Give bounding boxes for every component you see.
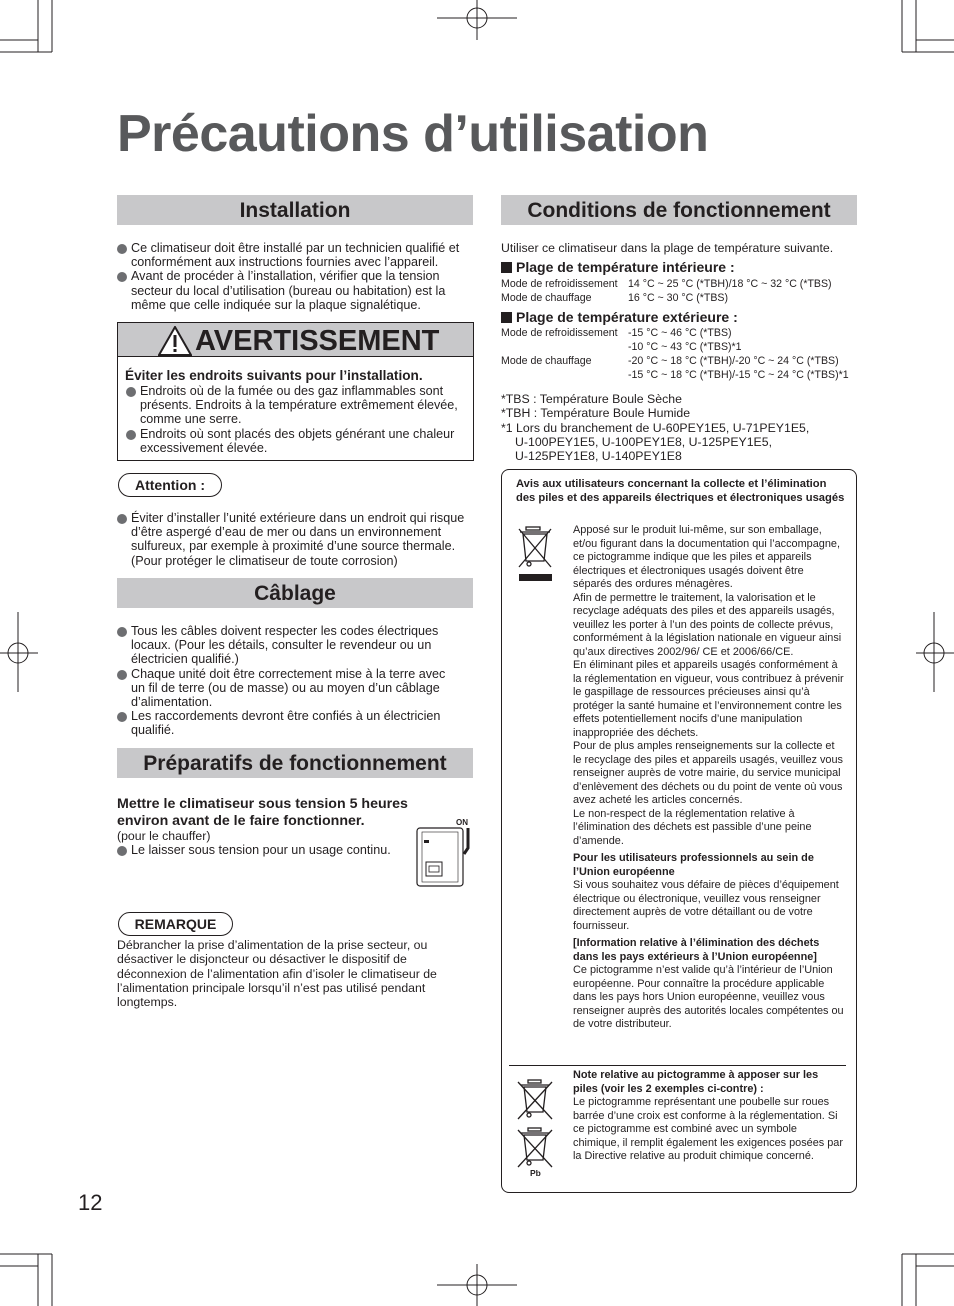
on-label: ON [456, 818, 468, 827]
footnote: U-100PEY1E5, U-100PEY1E8, U-125PEY1E5, [515, 434, 773, 449]
table-row: Mode de chauffage -20 °C ~ 18 °C (*TBH)/-20 °C ~ 24 °C (*TBS) [501, 355, 839, 367]
square-bullet-icon [501, 262, 512, 273]
table-row: -10 °C ~ 43 °C (*TBS)*1 [628, 341, 742, 353]
crossed-bin-icon [516, 525, 554, 585]
notice-paragraph: Afin de permettre le traitement, la valorisation et le recyclage adéquats des piles et des appareils usagés, veuillez les porter à l’un des points de collecte prévus, conformément à la législation nationale en vigueur ainsi qu’aux directives 2002/96/ CE et 2006/66/CE. [573, 591, 842, 658]
warning-triangle-icon [158, 326, 192, 356]
footnote: *TBS : Température Boule Sèche [501, 392, 682, 406]
cablage-list [117, 624, 457, 738]
pro-users-title: Pour les utilisateurs professionnels au sein de l’Union européenne [573, 852, 814, 878]
outdoor-range-table [501, 326, 857, 382]
preparatifs-heading: Préparatifs de fonctionnement [117, 748, 473, 778]
list-item: Endroits où de la fumée ou des gaz inflammables sont présents. Endroits à la température extrêmement élevée, comme une serre. [126, 384, 468, 427]
square-bullet-icon [501, 312, 512, 323]
indoor-range-title: Plage de température intérieure : [501, 259, 735, 275]
list-item: Chaque unité doit être correctement mise à la terre avec un fil de terre (ou de masse) ou au moyen d’un câblage d’alimentation. [117, 667, 457, 710]
warning-header [118, 323, 473, 357]
conditions-heading: Conditions de fonctionnement [501, 195, 857, 225]
attention-label: Attention : [118, 473, 222, 497]
list-item: Le laisser sous tension pour un usage continu. [117, 843, 407, 857]
conditions-intro: Utiliser ce climatiseur dans la plage de température suivante. [501, 241, 834, 255]
outdoor-unit-icon [412, 824, 474, 888]
list-item: Endroits où sont placés des objets générant une chaleur excessivement élevée. [126, 427, 468, 455]
notice-paragraph: Pour de plus amples renseignements sur la collecte et le recyclage des piles et appareils usagés, veuillez vous renseigner auprès de votre mairie, du service municipal d’enlèvement des déchets ou du point de vente où vous avez acheté les articles concernés. [573, 740, 843, 806]
pb-label: Pb [530, 1168, 541, 1178]
installation-heading: Installation [117, 195, 473, 225]
table-row: Mode de refroidissement -15 °C ~ 46 °C (*TBS) [501, 327, 732, 339]
disposal-notice-box [501, 469, 857, 1193]
remarque-label: REMARQUE [118, 912, 233, 936]
divider [509, 1065, 846, 1066]
footnote: *TBH : Température Boule Humide [501, 406, 691, 421]
battery-note-text: Le pictogramme représentant une poubelle sur roues barrée d’une croix est conforme à la réglementation. Si ce pictogramme est combiné avec un symbole chimique, il remplit également les exigences posées par la Directive relative au produit chimique concerné. [573, 1096, 843, 1162]
page-title: Précautions d’utilisation [117, 105, 709, 163]
page-number: 12 [78, 1190, 103, 1215]
table-row: Mode de refroidissement 14 °C ~ 25 °C (*TBH)/18 °C ~ 32 °C (*TBS) [501, 278, 832, 290]
battery-note-title: Note relative au pictogramme à apposer sur les piles (voir les 2 exemples ci-contre) : [573, 1069, 819, 1095]
list-item: Les raccordements devront être confiés à un électricien qualifié. [117, 709, 457, 737]
notice-paragraph: Apposé sur le produit lui-même, sur son emballage, et/ou figurant dans la documentation qui l’accompagne, ce pictogramme indique que les piles et appareils électriques et électroniques usagés doivent être séparés des ordures ménagères. [573, 524, 840, 590]
remarque-text: Débrancher la prise d’alimentation de la prise secteur, ou désactiver le disjoncteur ou désactiver le dispositif de déconnexion de l’alimentation afin d’isoler le climatiseur de l’alimentation principale lorsqu’il n’est pas utilisé pendant longtemps. [117, 938, 437, 1010]
warning-title: AVERTISSEMENT [195, 325, 440, 357]
crossed-bin-icon [516, 1079, 554, 1121]
list-item: Éviter d’installer l’unité extérieure dans un endroit qui risque d’être aspergé d’eau de mer ou dans un environnement sulfureux, par exemple à proximité d’une source thermale. (Pour protéger le climatiseur de toute corrosion) [117, 511, 475, 568]
crossed-bin-pb-icon [516, 1127, 554, 1169]
list-item: Avant de procéder à l’installation, vérifier que la tension secteur du local d’utilisation (bureau ou habitation) est la même que celle indiquée sur la plaque signalétique. [117, 269, 473, 312]
notice-body [573, 524, 845, 1032]
notice-paragraph: Le non-respect de la réglementation relative à l’élimination des déchets est passible d’une peine d’amende. [573, 807, 812, 847]
footnote: U-125PEY1E8, U-140PEY1E8 [515, 449, 682, 464]
table-row: -15 °C ~ 18 °C (*TBH)/-15 °C ~ 24 °C (*TBS)*1 [628, 369, 849, 381]
non-eu-text: Ce pictogramme n’est valide qu’à l’intérieur de l’Union européenne. Pour connaître la procédure applicable dans les pays hors Union européenne, veuillez vous renseigner auprès des autorités locales compétentes ou de votre distributeur. [573, 964, 844, 1030]
pro-users-text: Si vous souhaitez vous défaire de pièces d’équipement électrique ou électronique, veuillez vous renseigner directement auprès de votre détaillant ou de votre fournisseur. [573, 879, 839, 932]
battery-note [573, 1069, 845, 1164]
cablage-heading: Câblage [117, 578, 473, 608]
non-eu-title: [Information relative à l’élimination des déchets dans les pays extérieurs à l’Union européenne] [573, 937, 820, 963]
list-item: Tous les câbles doivent respecter les codes électriques locaux. (Pour les détails, consulter le revendeur ou un électricien qualifié.) [117, 624, 457, 667]
list-item: Ce climatiseur doit être installé par un technicien qualifié et conformément aux instructions fournies avec l’appareil. [117, 241, 473, 269]
warning-list [126, 384, 468, 455]
indoor-range-table [501, 277, 857, 305]
warning-box [117, 322, 474, 461]
preparatifs-note: (pour le chauffer) [117, 829, 211, 843]
outdoor-range-title: Plage de température extérieure : [501, 309, 738, 325]
table-row: Mode de chauffage 16 °C ~ 30 °C (*TBS) [501, 292, 729, 304]
notice-paragraph: En éliminant piles et appareils usagés conformément à la réglementation en vigueur, vous contribuez à prévenir le gaspillage de ressources précieuses ainsi qu’à protéger la santé humaine et l’environnement contre les effets potentiellement nocifs d’une manipulation inappropriée des déchets. [573, 659, 844, 739]
footnotes [501, 392, 857, 463]
warning-subtitle: Éviter les endroits suivants pour l’installation. [125, 368, 423, 383]
attention-list [117, 511, 475, 568]
footnote: *1 Lors du branchement de U-60PEY1E5, U-71PEY1E5, [501, 420, 810, 435]
preparatifs-list [117, 843, 407, 857]
preparatifs-instruction: Mettre le climatiseur sous tension 5 heures environ avant de le faire fonctionner. [117, 796, 408, 829]
installation-list [117, 241, 473, 312]
notice-title: Avis aux utilisateurs concernant la collecte et l’élimination des piles et des appareils électriques et électroniques usagés [516, 478, 845, 504]
